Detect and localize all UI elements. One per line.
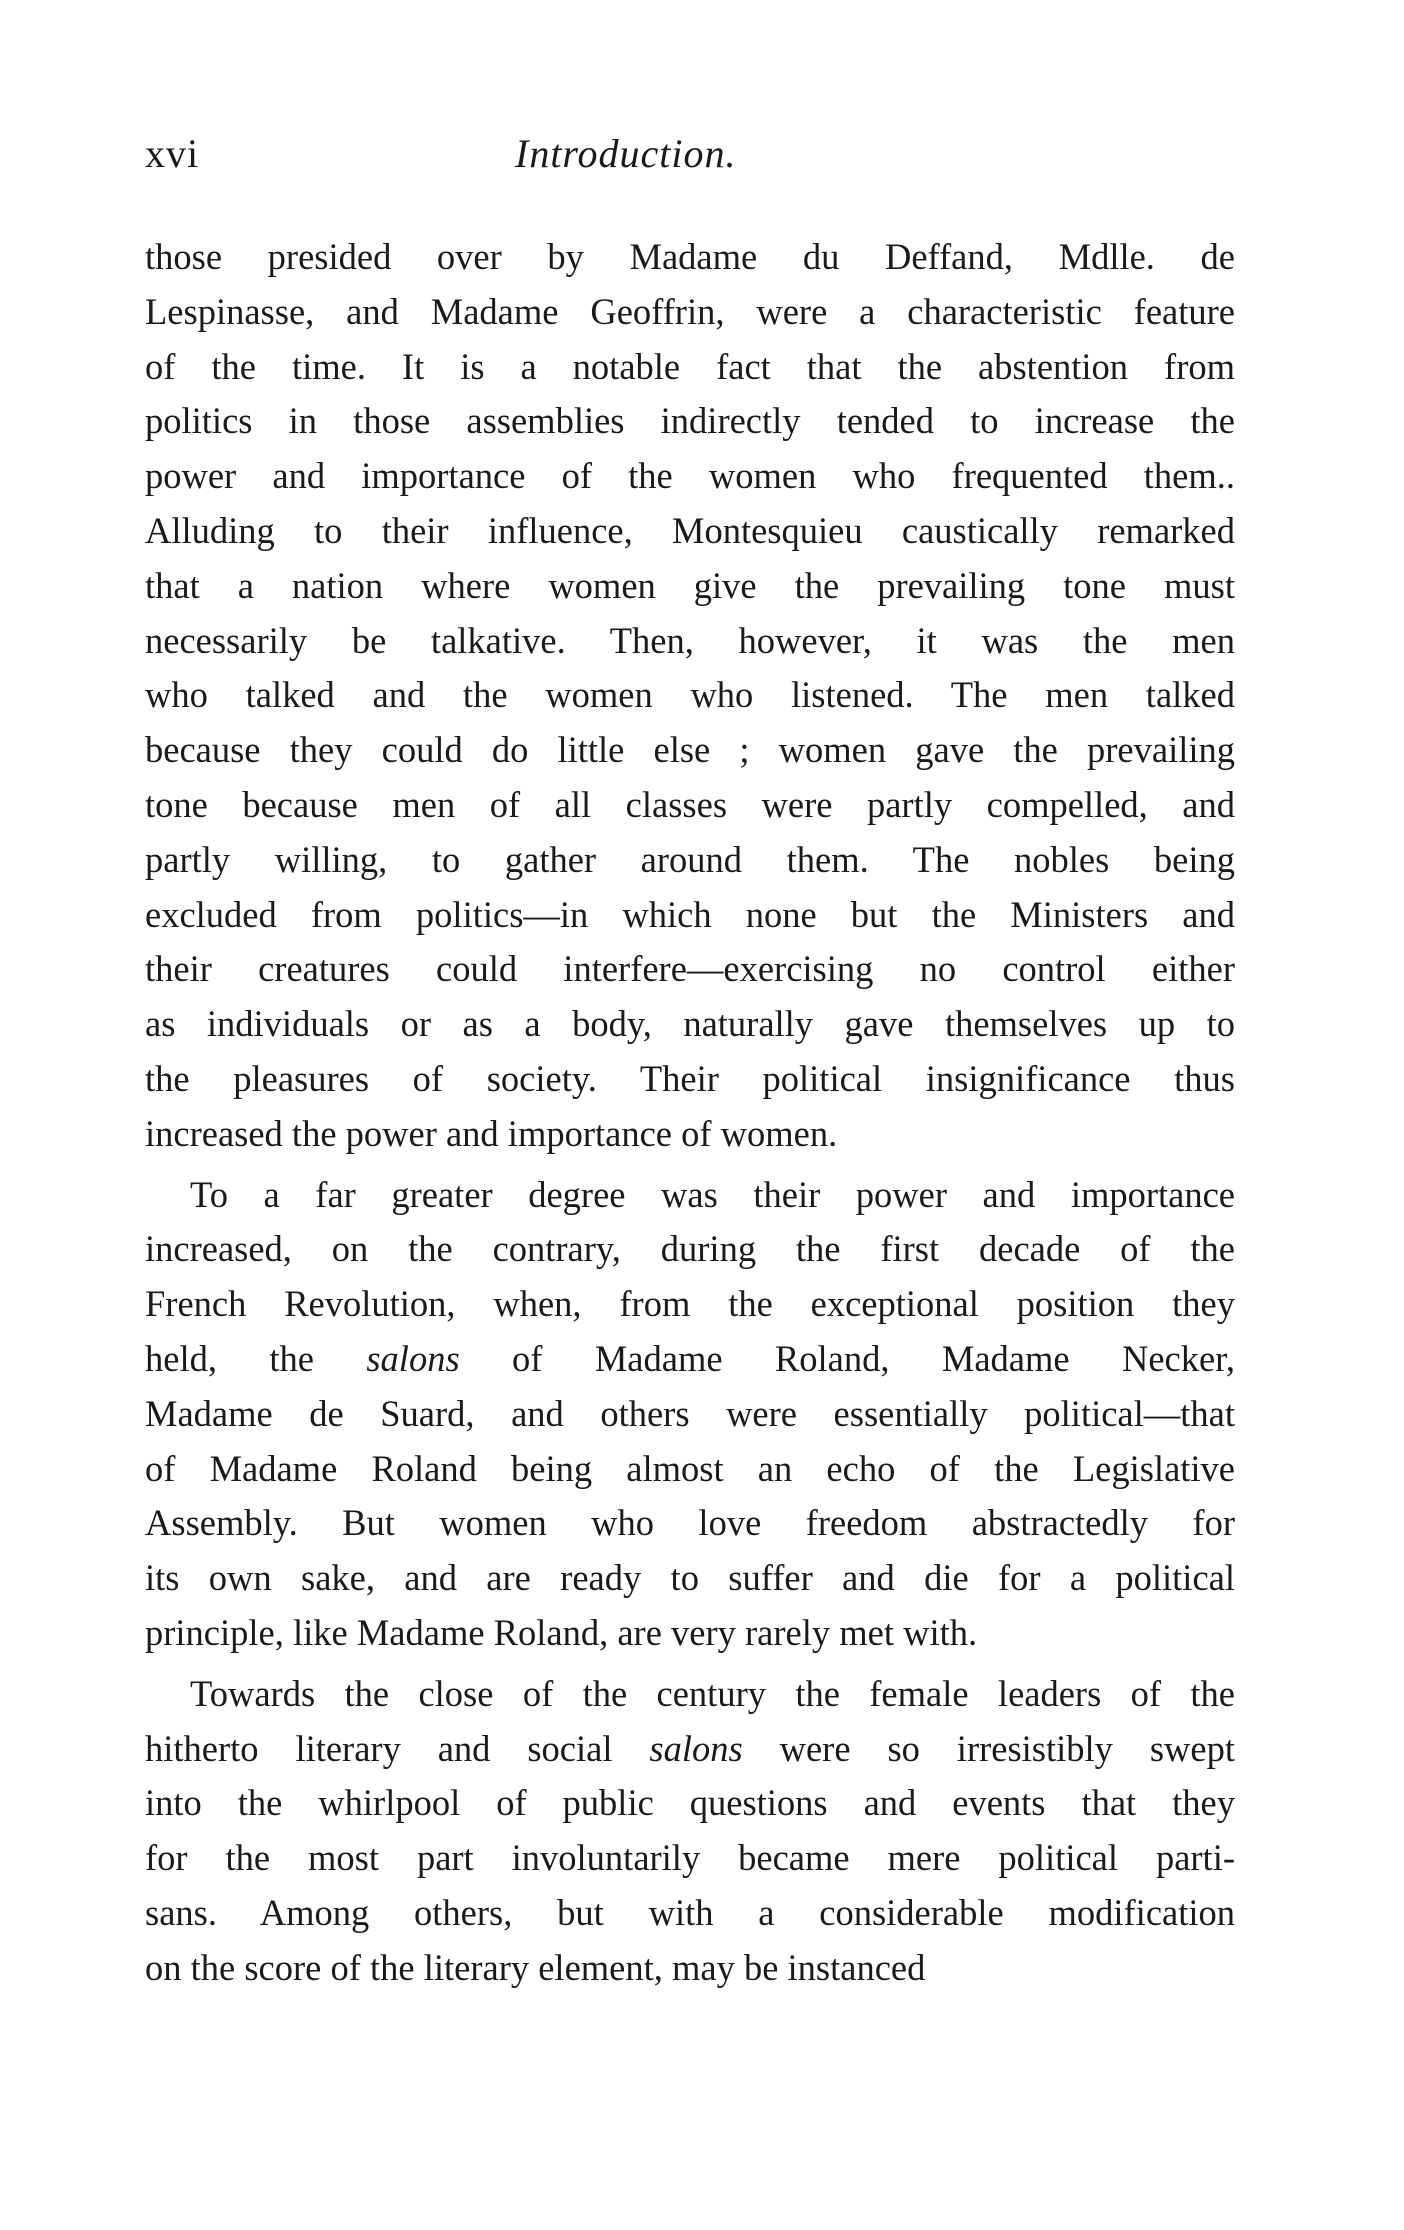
paragraph (145, 230, 1235, 1162)
text-run: as individuals or as a body, naturally gave themselves up to (145, 1003, 1235, 1045)
text-run: Lespinasse, and Madame Geoffrin, were a characteristic feature (145, 290, 1235, 332)
text-line (145, 668, 1235, 723)
text-run: Madame de Suard, and others were essentially political—that (145, 1392, 1235, 1434)
paragraph (145, 1667, 1235, 1996)
running-title: Introduction. (515, 131, 737, 176)
italic-term: salons (649, 1727, 743, 1769)
text-run: hitherto literary and social (145, 1727, 650, 1769)
text-run: To a far greater degree was their power and importance (190, 1173, 1235, 1215)
text-line (145, 888, 1235, 943)
text-run: principle, like Madame Roland, are very rarely met with. (145, 1611, 978, 1653)
text-line (145, 1886, 1235, 1941)
text-run: increased, on the contrary, during the first decade of the (145, 1228, 1235, 1270)
text-run: Alluding to their influence, Montesquieu caustically remarked (145, 509, 1235, 551)
text-line (145, 1387, 1235, 1442)
text-line (145, 1941, 1235, 1996)
text-line (145, 1052, 1235, 1107)
text-run: on the score of the literary element, may be instanced (145, 1946, 926, 1988)
text-line (145, 1277, 1235, 1332)
text-line (145, 1496, 1235, 1551)
text-run: politics in those assemblies indirectly tended to increase the (145, 400, 1235, 442)
text-run: of the time. It is a notable fact that the abstention from (145, 345, 1235, 387)
running-head (145, 130, 1235, 190)
text-run: held, the (145, 1337, 367, 1379)
text-run: its own sake, and are ready to suffer and die for a political (145, 1557, 1235, 1599)
text-run: those presided over by Madame du Deffand, Mdlle. de (145, 236, 1235, 277)
text-line (145, 997, 1235, 1052)
text-line (145, 1551, 1235, 1606)
text-line (145, 340, 1235, 395)
text-line (145, 1168, 1235, 1223)
text-line (145, 1776, 1235, 1831)
text-line (145, 942, 1235, 997)
text-line (145, 614, 1235, 669)
text-run: partly willing, to gather around them. The nobles being (145, 838, 1235, 880)
page-number: xvi (145, 131, 200, 176)
text-run: that a nation where women give the prevailing tone must (145, 564, 1235, 606)
body-text (145, 230, 1235, 1996)
text-line (145, 1222, 1235, 1277)
text-run: necessarily be talkative. Then, however, it was the men (145, 619, 1235, 661)
text-line (145, 1667, 1235, 1722)
text-run: of Madame Roland, Madame Necker, (459, 1337, 1235, 1379)
text-run: who talked and the women who listened. The men talked (145, 674, 1235, 716)
text-line (145, 1722, 1235, 1777)
text-line (145, 723, 1235, 778)
text-line (145, 559, 1235, 614)
text-run: excluded from politics—in which none but the Ministers and (145, 893, 1235, 935)
text-line (145, 230, 1235, 285)
text-line (145, 1831, 1235, 1886)
text-run: of Madame Roland being almost an echo of the Legislative (145, 1447, 1235, 1489)
text-line (145, 778, 1235, 833)
text-line (145, 285, 1235, 340)
paragraph (145, 1168, 1235, 1661)
text-run: into the whirlpool of public questions and events that they (145, 1782, 1235, 1824)
text-line (145, 1442, 1235, 1497)
text-run: Towards the close of the century the female leaders of the (190, 1672, 1235, 1714)
text-line (145, 394, 1235, 449)
text-line (145, 833, 1235, 888)
text-run: tone because men of all classes were partly compelled, and (145, 783, 1235, 825)
text-run: Assembly. But women who love freedom abstractedly for (145, 1502, 1235, 1544)
text-run: the pleasures of society. Their political insignificance thus (145, 1057, 1235, 1099)
text-line (145, 1107, 1235, 1162)
text-line (145, 449, 1235, 504)
text-run: increased the power and importance of women. (145, 1112, 838, 1154)
text-run: sans. Among others, but with a considerable modification (145, 1891, 1235, 1933)
italic-term: salons (366, 1337, 460, 1379)
text-run: French Revolution, when, from the exceptional position they (145, 1283, 1235, 1325)
text-run: their creatures could interfere—exercising no control either (145, 948, 1235, 990)
text-run: because they could do little else ; women gave the prevailing (145, 729, 1235, 771)
text-run: for the most part involuntarily became mere political parti- (145, 1837, 1235, 1879)
text-line (145, 1606, 1235, 1661)
text-line (145, 1332, 1235, 1387)
text-run: power and importance of the women who frequented them.. (145, 455, 1235, 497)
text-line (145, 504, 1235, 559)
text-run: were so irresistibly swept (742, 1727, 1235, 1769)
